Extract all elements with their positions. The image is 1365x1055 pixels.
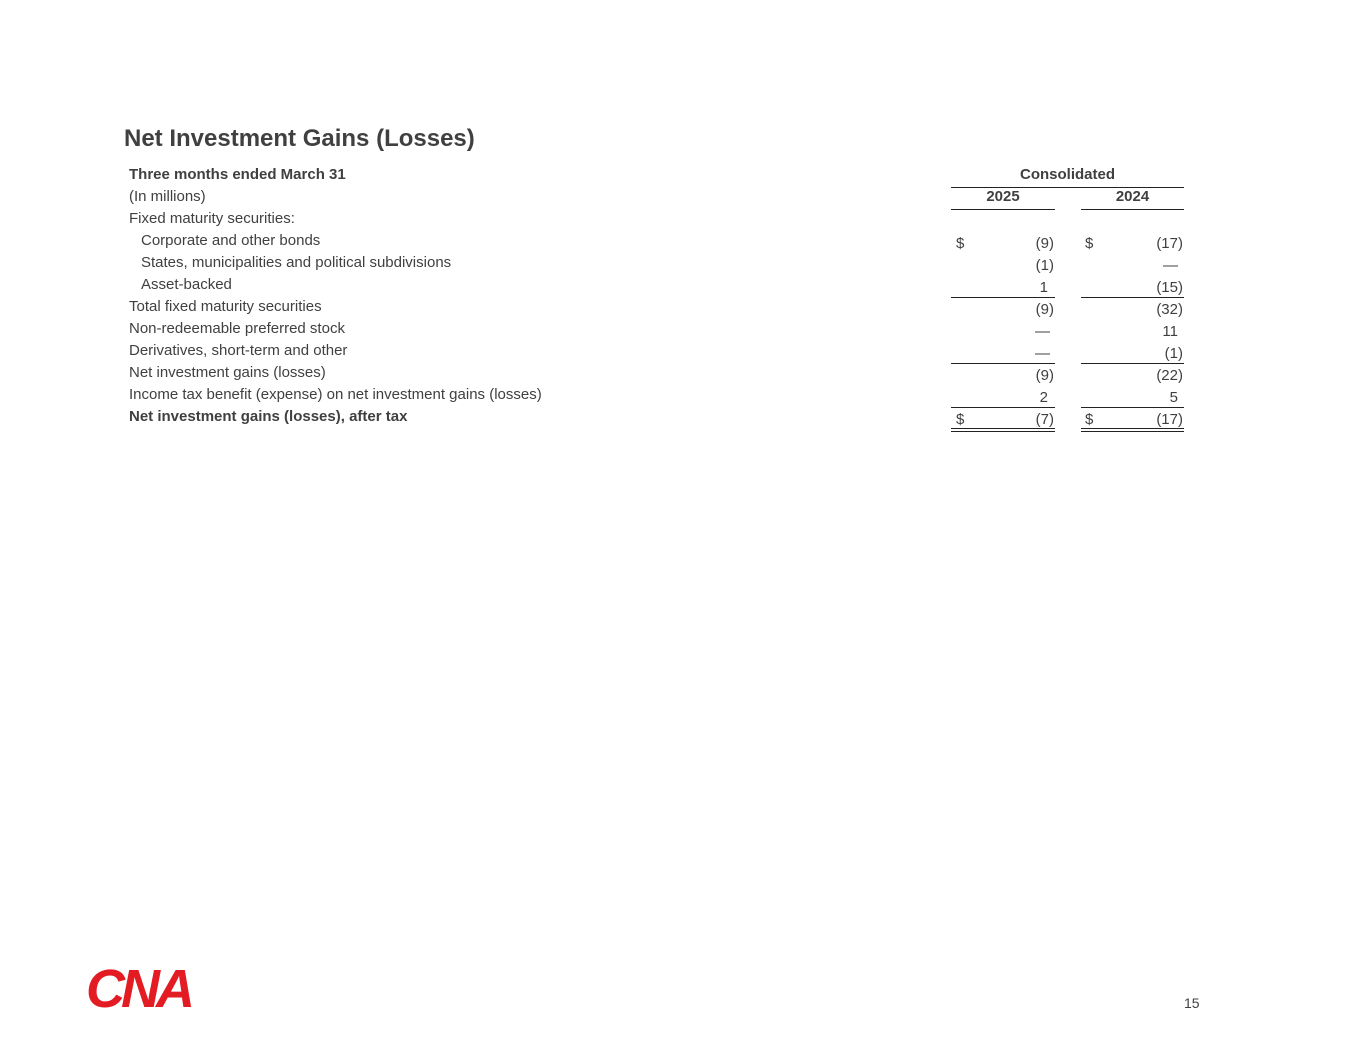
row-label: Corporate and other bonds <box>141 232 321 249</box>
cell-2024: (1) <box>1164 345 1183 362</box>
total-double-rule <box>951 428 1055 429</box>
consolidated-header: Consolidated <box>1019 166 1115 183</box>
cell-2025: (7) <box>1035 411 1054 428</box>
row-label: Derivatives, short-term and other <box>129 342 348 359</box>
row-label: Net investment gains (losses), after tax <box>129 408 408 425</box>
column-rule-2024 <box>1081 209 1184 210</box>
page-number: 15 <box>1184 995 1200 1011</box>
currency-symbol: $ <box>956 411 965 428</box>
cell-2024: (22) <box>1156 367 1183 384</box>
page-title: Net Investment Gains (Losses) <box>124 125 475 152</box>
subtotal-rule <box>951 407 1055 408</box>
cell-2025: (9) <box>1035 301 1054 318</box>
currency-symbol: $ <box>1085 411 1094 428</box>
cell-2024: — <box>1163 257 1178 274</box>
cell-2024: (17) <box>1156 411 1183 428</box>
period-label: Three months ended March 31 <box>129 166 346 183</box>
cell-2025: (1) <box>1035 257 1054 274</box>
subtotal-rule <box>1081 297 1184 298</box>
currency-symbol: $ <box>956 235 965 252</box>
column-rule-2025 <box>951 209 1055 210</box>
row-label: Total fixed maturity securities <box>129 298 322 315</box>
row-label: States, municipalities and political subdivisions <box>141 254 452 271</box>
row-label: Income tax benefit (expense) on net investment gains (losses) <box>129 386 542 403</box>
cna-logo <box>86 963 224 1014</box>
subtotal-rule <box>1081 407 1184 408</box>
row-label: Non-redeemable preferred stock <box>129 320 345 337</box>
cell-2024: (15) <box>1156 279 1183 296</box>
logo-text: CNA <box>86 963 191 1009</box>
cell-2024: 11 <box>1162 323 1178 340</box>
row-label: Asset-backed <box>141 276 232 293</box>
total-double-rule <box>1081 431 1184 432</box>
cell-2024: (32) <box>1156 301 1183 318</box>
cell-2025: (9) <box>1035 367 1054 384</box>
cell-2024: 5 <box>1169 389 1178 406</box>
cell-2025: 2 <box>1039 389 1048 406</box>
column-header-2024: 2024 <box>1115 188 1150 205</box>
total-double-rule <box>951 431 1055 432</box>
cell-2025: 1 <box>1039 279 1048 296</box>
cell-2025: (9) <box>1035 235 1054 252</box>
cell-2025: — <box>1035 345 1050 362</box>
cell-2024: (17) <box>1156 235 1183 252</box>
column-header-2025: 2025 <box>986 188 1020 205</box>
subtotal-rule <box>1081 363 1184 364</box>
subtotal-rule <box>951 363 1055 364</box>
total-double-rule <box>1081 428 1184 429</box>
units-label: (In millions) <box>129 188 206 205</box>
row-label: Fixed maturity securities: <box>129 210 295 227</box>
subtotal-rule <box>951 297 1055 298</box>
currency-symbol: $ <box>1085 235 1094 252</box>
cell-2025: — <box>1035 323 1050 340</box>
row-label: Net investment gains (losses) <box>129 364 326 381</box>
